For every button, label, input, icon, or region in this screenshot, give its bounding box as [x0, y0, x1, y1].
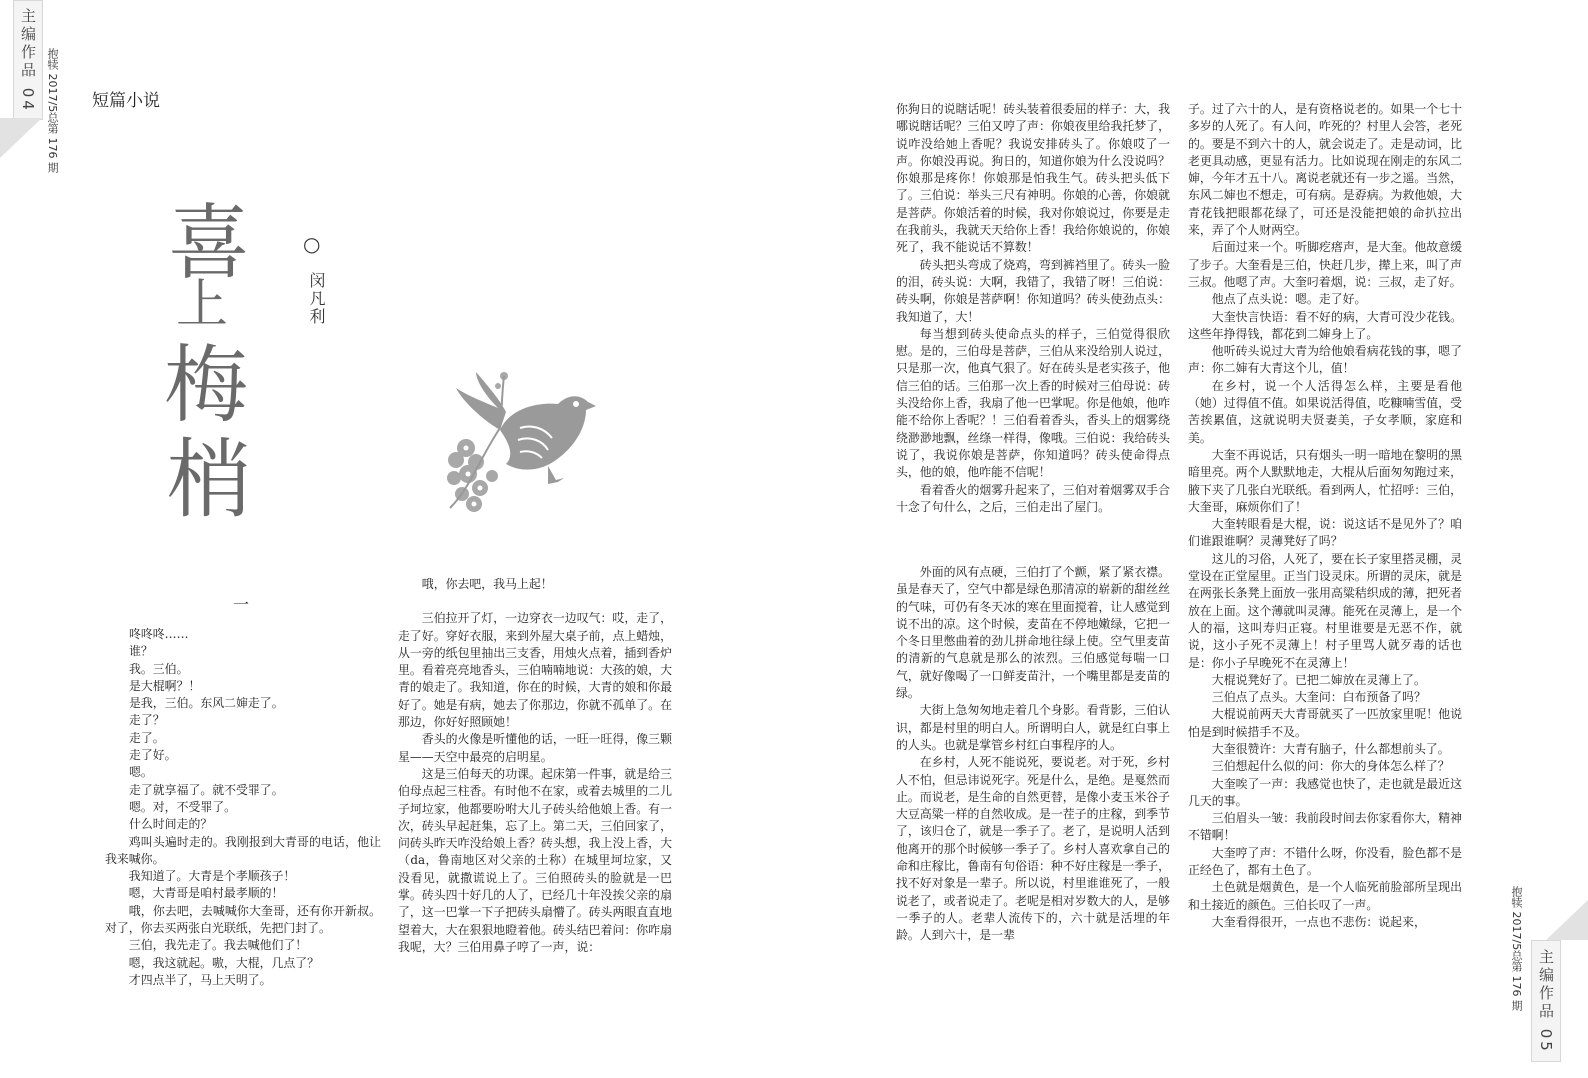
paragraph: 走了？ [129, 713, 165, 728]
paragraph: 谁？ [129, 644, 153, 659]
paragraph: 我。三伯。 [129, 661, 189, 676]
paragraph: 嗯。对，不受罪了。 [129, 799, 237, 814]
paragraph: 大街上急匆匆地走着几个身影。看背影，三伯认识，都是村里的明白人。所谓明白人，就是红白事上的人头。也就是掌管乡村红白事程序的人。 [896, 703, 1170, 752]
paragraph: 大奎唉了一声：我感觉也快了，走也就是最近这几天的事。 [1188, 776, 1462, 808]
bird-tail [456, 372, 506, 430]
plum-blossoms [447, 372, 508, 512]
author-mark: ○ [303, 232, 321, 256]
paragraph: 在乡村，说一个人活得怎么样，主要是看他（她）过得值不值。如果说活得值，吃糠喃雪值，受苦挨累值，这就说明夫贤妻美，子女孝顺，家庭和美。 [1188, 378, 1462, 445]
corner-decoration-right [1546, 900, 1588, 940]
paragraph: 三伯点了点头。大奎问：白布预备了吗？ [1211, 690, 1426, 705]
paragraph: 鸡叫头遍时走的。我刚报到大青哥的电话，他让我来喊你。 [105, 834, 381, 866]
paragraph: 三伯拉开了灯，一边穿衣一边叹气：哎，走了，走了好。穿好衣服，来到外屋大桌子前，点上蜡烛，从一旁的纸包里抽出三支香，用烛火点着，插到香炉里。看着亮亮地香头，三伯喃喃地说：大孩的娘，大青的娘走了。我知道，你在的时候，大青的娘和你最好了。她是有病，她去了你那边，你就不孤单了。在那边，你好好照顾她！ [398, 611, 672, 730]
paragraph: 三伯眉头一皱：我前段时间去你家看你大，精神不错啊！ [1188, 811, 1462, 843]
bird-leg [548, 466, 564, 484]
section-tab-right: 主编作品 05 [1531, 940, 1561, 1062]
total-issue-label-left: 总第 176 期 [46, 112, 59, 173]
paragraph [398, 593, 672, 610]
paragraph: 大奎转眼看是大棍，说：说这话不是见外了？咱们谁跟谁啊？灵薄凳好了吗？ [1188, 517, 1462, 549]
paragraph: 三伯想起什么似的问：你大的身体怎么样了？ [1211, 759, 1450, 774]
text-column-4 [1188, 101, 1462, 931]
paragraph: 这是三伯每天的功课。起床第一件事，就是给三伯母点起三柱香。有时他不在家，或着去城里的二儿子坷垃家，他都要吩咐大儿子砖头给他娘上香。有一次，砖头早起赶集，忘了上。第二天，三伯回家了，问砖头昨天咋没给娘上香？砖头想，我上没上香，大（da，鲁南地区对父亲的土称）在城里坷垃家，又没看见，就撒谎说上了。三伯照砖头的脸就是一巴掌。砖头四十好几的人了，已经几十年没挨父亲的扇了，这一巴掌一下子把砖头扇懵了。砖头两眼直直地望着大，大在狠狠地瞪着他。砖头结巴着问：你咋扇我呢，大？三伯用鼻子哼了一声，说： [398, 766, 672, 954]
text-column-3a [896, 101, 1170, 516]
paragraph: 每当想到砖头使命点头的样子，三伯觉得很欣慰。是的，三伯母是菩萨，三伯从来没给别人说过，只是那一次，他真气狠了。好在砖头是老实孩子，他信三伯的话。三伯那一次上香的时候对三伯母说：砖头没给你上香，我扇了他一巴掌呢。你是他娘，他咋能不给你上香呢？！三伯看着香头，香头上的烟雾绕绕渺渺地飘，丝绦一样得，像哦。三伯说：我给砖头说了，我说你娘是菩萨，你知道吗？砖头使命得点头，他的娘，他咋能不信呢！ [896, 326, 1170, 480]
corner-decoration-left [0, 118, 42, 158]
paragraph: 这儿的习俗，人死了，要在长子家里搭灵棚，灵堂设在正堂屋里。正当门设灵床。所谓的灵床，就是在两张长条凳上面放一张用高粱秸织成的薄，把死者放在上面。这个薄就叫灵薄。能死在灵薄上，是一个人的福，这叫寿归正寝。村里谁要是无恶不作，就说，这小子死不灵薄上！村子里骂人就歹毒的话也是：你小子早晚死不在灵薄上！ [1188, 551, 1462, 670]
title-char-2: 上 [176, 275, 229, 335]
total-issue-label-right: 总第 176 期 [1510, 950, 1523, 1011]
paragraph: 走了好。 [129, 748, 177, 763]
title-char-1: 喜 [168, 196, 251, 291]
paragraph: 才四点半了，马上天明了。 [128, 972, 272, 987]
section-tab-left: 主编作品 04 [13, 0, 43, 120]
paragraph: 看着香火的烟雾升起来了，三伯对着烟雾双手合十念了句什么，之后，三伯走出了屋门。 [896, 482, 1170, 514]
paragraph: 大棍说前两天大青哥就买了一匹放家里呢！他说怕是到时候措手不及。 [1188, 707, 1462, 739]
paragraph: 咚咚咚…… [129, 627, 189, 641]
paragraph: 什么时间走的？ [129, 817, 213, 832]
paragraph: 大奎哼了声：不错什么呀，你没看，脸色都不是正经色了，都有土色了。 [1188, 845, 1462, 878]
author-name: 闵凡利 [307, 272, 326, 326]
paragraph: 大奎快言快语：看不好的病，大青可没少花钱。这些年挣得钱，都花到二婶身上了。 [1188, 309, 1462, 341]
paragraph: 大奎很赞许：大青有脑子，什么都想前头了。 [1211, 741, 1450, 756]
paragraph: 后面过来一个。听脚疙瘩声，是大奎。他故意缓了步子。大奎看是三伯，快赶几步，撵上来，叫了声三叔。他嗯了声。大奎叼着烟，说：三叔，走了好。 [1188, 240, 1462, 289]
part-number: 一 [233, 595, 250, 614]
paragraph: 哦，你去吧，我马上起！ [421, 577, 553, 591]
paragraph: 嗯，大青哥是咱村最孝顺的！ [128, 886, 284, 901]
paragraph: 嗯，我这就起。嗷，大棍，几点了？ [128, 955, 320, 970]
paragraph: 他听砖头说过大青为给他娘看病花钱的事，嗯了声：你二婶有大青这个儿，值！ [1188, 344, 1462, 376]
paragraph: 土色就是烟黄色，是一个人临死前脸部所呈现出和土接近的颜色。三伯长叹了一声。 [1188, 880, 1462, 912]
paragraph: 嗯。 [129, 765, 153, 780]
title-char-4: 梢 [166, 430, 252, 530]
text-column-3b [896, 564, 1170, 945]
paragraph: 走了。 [129, 730, 165, 745]
paragraph: 在乡村，人死不能说死，要说老。对于死，乡村人不怕，但忌讳说死字。死是什么，是绝。是戛然而止。而说老，是生命的自然更替，是像小麦玉米谷子大豆高粱一样的自然收成。是一茬子的庄稼，到季节了，该归仓了，就是一季子了。老了，是说明人活到他离开的那个时候够一季子了。乡村人喜欢拿自己的命和庄稼比，鲁南有句俗语：种不好庄稼是一季子，找不好对象是一辈子。所以说，村里谁谁死了，一般说老了，或者说走了。老呢是相对岁数大的人，是够一季子的人。老辈人流传下的，六十就是活埋的年龄。人到六十，是一辈 [896, 755, 1170, 943]
paragraph: 走了就享福了。就不受罪了。 [129, 782, 284, 797]
paragraph: 三伯，我先走了。我去喊他们了！ [128, 938, 308, 953]
text-column-2 [398, 576, 672, 956]
paragraph: 我知道了。大青是个孝顺孩子！ [128, 869, 296, 884]
issue-label-left: 抱犊 2017/5 [46, 48, 59, 113]
title-char-3: 梅 [164, 336, 249, 434]
paragraph: 香头的火像是听懂他的话，一旺一旺得，像三颗星——天空中最亮的启明星。 [398, 732, 672, 764]
paragraph: 大奎看得很开，一点也不悲伤：说起来， [1211, 914, 1426, 929]
text-column-1 [105, 626, 381, 989]
paragraph: 哦，你去吧，去喊喊你大奎哥，还有你开新叔。对了，你去买两张白光联纸，先把门封了。 [105, 903, 381, 936]
issue-label-right: 抱犊 2017/5 [1510, 886, 1523, 951]
paragraph: 他点了点头说：嗯。走了好。 [1211, 292, 1367, 307]
paragraph: 是大棍啊？！ [129, 678, 201, 693]
paragraph: 子。过了六十的人，是有资格说老的。如果一个七十多岁的人死了。有人问，咋死的？村里人会答，老死的。要是不到六十的人，就会说走了。走是动词，比老更具动感，更显有活力。比如说现在刚走的东风二婶，今年才五十八。离说老就还有一步之遥。当然，东风二婶也不想走，可有病。是孬病。为救他娘，大青花钱把眼都花绿了，可还是没能把娘的命扒拉出来，弄了个人财两空。 [1188, 102, 1462, 238]
paragraph: 外面的风有点硬，三伯打了个颤，紧了紧衣襟。虽是春天了，空气中都是绿色那清凉的崭新的甜丝丝的气味，可仍有冬天冰的寒在里面搅着，让人感觉到说不出的凉。这个时候，麦苗在不停地嫩绿，它把一个冬日里憋曲着的劲儿拼命地往绿上使。空气里麦苗的清新的气息就是那么的浓烈。三伯感觉每喘一口气，就好像喝了一口鲜麦苗汁，一个嘴里都是麦苗的绿。 [896, 565, 1170, 701]
paragraph: 是我，三伯。东风二婶走了。 [129, 696, 284, 711]
category-label: 短篇小说 [92, 91, 160, 111]
paragraph: 大奎不再说话，只有烟头一明一暗地在黎明的黑暗里亮。两个人默默地走，大棍从后面匆匆跑过来，腋下夹了几张白光联纸。看到两人，忙招呼：三伯，大奎哥，麻烦你们了！ [1188, 447, 1462, 514]
paragraph: 砖头把头弯成了烧鸡，弯到裤裆里了。砖头一脸的泪，砖头说：大啊，我错了，我错了呀！三伯说：砖头啊，你娘是菩萨啊！你知道吗？砖头使劲点头：我知道了，大！ [896, 257, 1170, 324]
bird-papercut-illustration [440, 368, 600, 518]
paragraph: 你狗日的说瞎话呢！砖头装着很委屈的样子：大，我哪说瞎话呢？三伯又哼了声：你娘夜里给我托梦了，说咋没给她上香呢？我说安排砖头了。你娘哎了一声。你娘没再说。狗日的，知道你娘为什么没说吗？你娘那是疼你！你娘那是怕我生气。砖头把头低下了。三伯说：举头三尺有神明。你娘的心善，你娘就是菩萨。你娘活着的时候，我对你娘说过，你要是走在我前头，我就天天给你上香！我给你娘说的，你娘死了，我不能说话不算数！ [896, 102, 1170, 255]
paragraph: 大棍说凳好了。已把二婶放在灵薄上了。 [1211, 672, 1426, 687]
